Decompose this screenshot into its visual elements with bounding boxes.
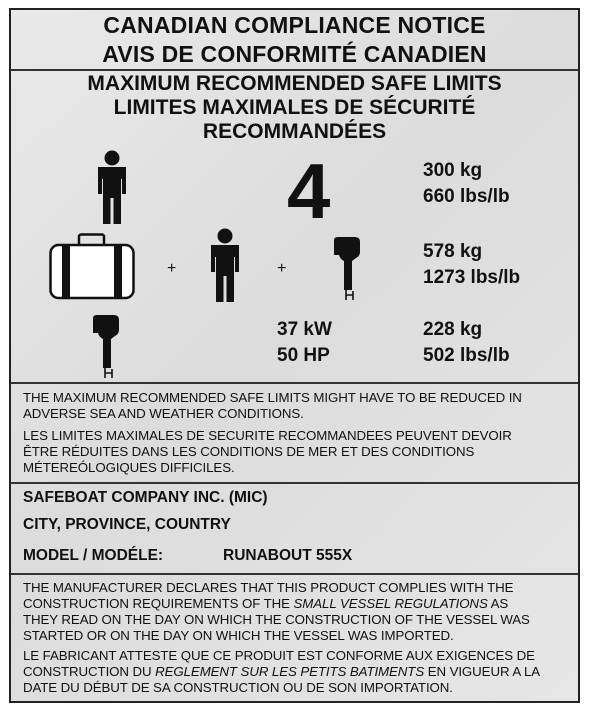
divider	[11, 382, 578, 384]
company-name: SAFEBOAT COMPANY INC. (MIC)	[23, 489, 268, 506]
outboard-motor-icon	[333, 236, 363, 302]
divider	[11, 573, 578, 575]
declaration-en-2: CONSTRUCTION REQUIREMENTS OF THE SMALL VESSEL REGULATIONS AS	[23, 596, 509, 611]
declaration-fr-1: LE FABRICANT ATTESTE QUE CE PRODUIT EST CONFORME AUX EXIGENCES DE	[23, 648, 535, 663]
compliance-plate	[9, 8, 580, 703]
limits-title-fr-2: RECOMMANDÉES	[202, 120, 387, 143]
model-label: MODEL / MODÉLE:	[23, 547, 164, 564]
total-weight-lb: 1273 lbs/lb	[423, 267, 521, 288]
warning-fr-3: MÉTEREÓLOGIQUES DIFFICILES.	[23, 460, 235, 475]
person-icon	[94, 150, 130, 224]
title-en: CANADIAN COMPLIANCE NOTICE	[103, 12, 486, 38]
declaration-fr-2: CONSTRUCTION DU REGLEMENT SUR LES PETITS BATIMENTS EN VIGUEUR A LA	[23, 664, 541, 679]
warning-en-1: THE MAXIMUM RECOMMENDED SAFE LIMITS MIGHT HAVE TO BE REDUCED IN	[23, 390, 522, 405]
warning-fr-1: LES LIMITES MAXIMALES DE SECURITE RECOMMANDEES PEUVENT DEVOIR	[23, 428, 512, 443]
declaration-en-3: THEY READ ON THE DAY ON WHICH THE CONSTRUCTION OF THE VESSEL WAS	[23, 612, 530, 627]
plus-sign: +	[167, 260, 177, 277]
divider	[11, 482, 578, 484]
total-weight-kg: 578 kg	[423, 241, 483, 262]
persons-weight-kg: 300 kg	[423, 160, 483, 181]
outboard-motor-icon	[92, 314, 122, 380]
persons-weight-lb: 660 lbs/lb	[423, 186, 510, 207]
company-location: CITY, PROVINCE, COUNTRY	[23, 516, 231, 533]
limits-title-en: MAXIMUM RECOMMENDED SAFE LIMITS	[87, 72, 502, 95]
person-icon	[207, 228, 243, 302]
declaration-fr-3: DATE DU DÉBUT DE SA CONSTRUCTION OU DE SON IMPORTATION.	[23, 680, 453, 695]
engine-power-kw: 37 kW	[277, 319, 332, 340]
engine-weight-lb: 502 lbs/lb	[423, 345, 510, 366]
engine-power-hp: 50 HP	[277, 345, 330, 366]
title-fr: AVIS DE CONFORMITÉ CANADIEN	[102, 41, 487, 67]
persons-count: 4	[287, 147, 331, 235]
luggage-icon	[49, 233, 135, 300]
declaration-en-4: STARTED OR ON THE DAY ON WHICH THE VESSEL WAS IMPORTED.	[23, 628, 454, 643]
engine-weight-kg: 228 kg	[423, 319, 483, 340]
plus-sign: +	[277, 260, 287, 277]
warning-fr-2: ÊTRE RÉDUITES DANS LES CONDITIONS DE MER ET DES CONDITIONS	[23, 444, 475, 459]
divider	[11, 69, 578, 71]
warning-en-2: ADVERSE SEA AND WEATHER CONDITIONS.	[23, 406, 304, 421]
model-value: RUNABOUT 555X	[223, 547, 353, 564]
declaration-en-1: THE MANUFACTURER DECLARES THAT THIS PRODUCT COMPLIES WITH THE	[23, 580, 514, 595]
limits-title-fr-1: LIMITES MAXIMALES DE SÉCURITÉ	[113, 96, 476, 119]
